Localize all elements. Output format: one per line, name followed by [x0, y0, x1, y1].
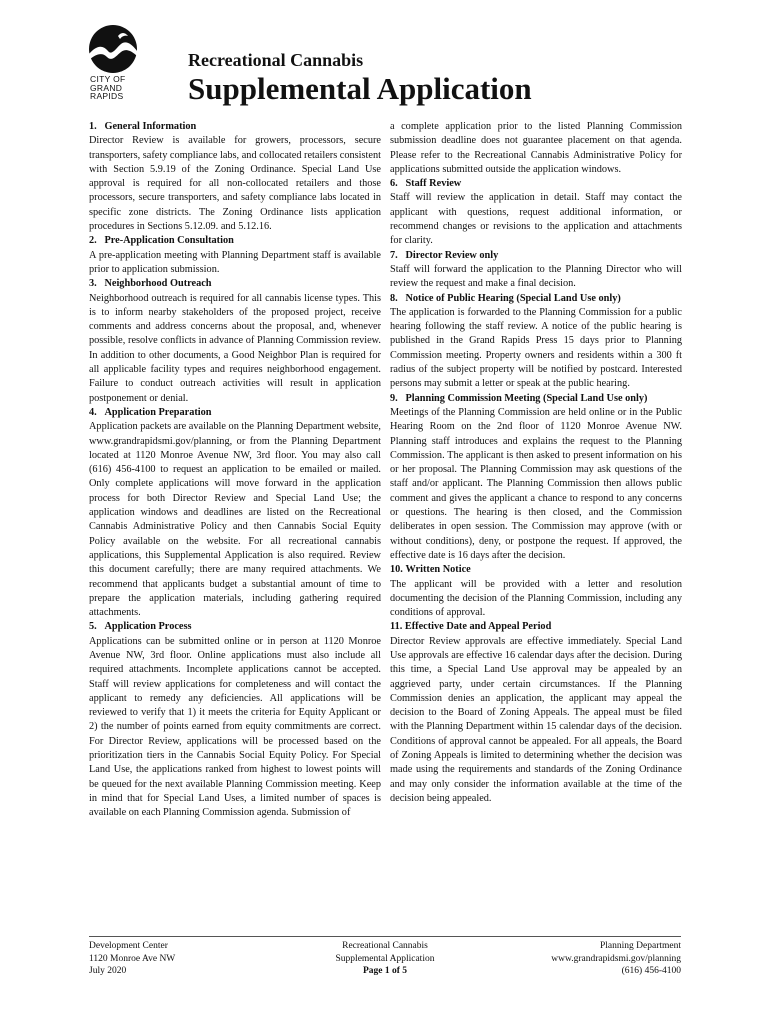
footer-address: 1120 Monroe Ave NW	[89, 953, 176, 964]
section-heading: 1. General Information	[89, 121, 197, 132]
section-heading: 11. Effective Date and Appeal Period	[390, 621, 552, 633]
document-subtitle: Recreational Cannabis	[188, 50, 364, 70]
section-heading: 2. Pre-Application Consultation	[89, 235, 234, 247]
section-application-preparation	[89, 406, 381, 620]
section-neighborhood-outreach	[89, 277, 381, 406]
footer-office: Development Center	[89, 941, 168, 951]
section-body: Meetings of the Planning Commission are held online or in the Public Hearing Room on the 2nd floor of 1120 Monroe Avenue NW. Planning staff introduces and explains the request to the Planning Commission. The applicant is then asked to present information on his or her proposal. The Planning Commission may ask questions of the staff and/or applicant. The Planning Commission then allows public comment and gives the applicant a chance to respond to any concerns or questions. The hearing is then closed, and the Commission deliberates in open session. The Commission may approve (with or without conditions), deny, or postpone the request. If approved, the effective date is 16 days after the decision.	[390, 406, 682, 561]
document-header	[188, 50, 532, 106]
logo-text-line3: RAPIDS	[90, 91, 124, 101]
section-heading: 7. Director Review only	[390, 249, 499, 261]
left-column	[89, 120, 381, 821]
section-body: Neighborhood outreach is required for all cannabis license types. This is to inform nearby stakeholders of the proposed project, receive comments and address concerns about the proposal, and, whenever possible, resolve conflicts in advance of Planning Commission review. In addition to other documents, a Good Neighbor Plan is required for all applicable facility types and requires neighborhood engagement. Failure to conduct outreach activities will result in application postponement or denial.	[89, 292, 381, 404]
city-of-grand-rapids-emblem-icon	[88, 24, 138, 74]
section-body: Applications can be submitted online or in person at 1120 Monroe Avenue NW, 3rd floor. Online applications must also include all required attachments. Incomplete applications cannot be accepted. Staff will review applications for completeness and will contact the applicant to remedy any deficiencies. All applications will be reviewed to verify that 1) it meets the criteria for Equity Applicant or 2) the number of points earned from equity commitments are correct. For Director Review, applications will be processed based on the prioritization tiers in the Cannabis Social Equity Policy. For Special Land Use, the applications ranked from highest to lowest points will be queued for the next available Planning Commission meeting. Keep in mind that for Special Land Uses, a limited number of spaces is available on each Planning Commission agenda. Submission of	[89, 635, 381, 819]
section-body: Staff will review the application in detail. Staff may contact the applicant with questions, request additional information, or recommend changes or revisions to the application and attachments for clarity.	[390, 192, 682, 247]
page-number: Page 1 of 5	[362, 966, 408, 976]
footer-left	[89, 940, 289, 978]
logo-text-line1: CITY OF	[90, 74, 126, 84]
section-director-review	[390, 249, 682, 292]
section-heading: 5. Application Process	[89, 621, 192, 633]
section-heading: 8. Notice of Public Hearing (Special Land Use only)	[390, 292, 621, 304]
right-column	[390, 120, 682, 806]
section-body: The applicant will be provided with a letter and resolution documenting the decision of the Planning Commission, including any conditions of approval.	[390, 578, 682, 619]
document-title: Supplemental Application	[188, 71, 532, 106]
section-body: Application packets are available on the Planning Department website, www.grandrapidsmi.gov/planning, or from the Planning Department located at 1120 Monroe Avenue NW, 3rd floor. You may also call (616) 456-4100 to request an application to be emailed or mailed. Only complete applications will move forward in the application process for both Director Review and Special Land Use; the application windows and deadlines are listed on the Recreational Cannabis Administrative Policy and then Cannabis Social Equity Policy available on the website. For all recreational cannabis applications, this Supplemental Application is also required. Review this document carefully; there are many required attachments. We recommend that applicants budget a substantial amount of time to prepare the application materials, including gathering required attachments.	[89, 421, 381, 619]
footer-doc-title: Supplemental Application	[335, 953, 435, 964]
footer-department: Planning Department	[600, 941, 681, 951]
section-body: The application is forwarded to the Planning Commission for a public hearing following the staff review. A notice of the public hearing is published in the Grand Rapids Press 15 days prior to Planning Commission meeting. Property owners and residents within a 300 ft radius of the subject property will be notified by postcard. Interested persons may submit a letter or speak at the public hearing.	[390, 306, 682, 390]
section-staff-review	[390, 177, 682, 248]
section-pre-application-consultation	[89, 234, 381, 277]
section-body: Staff will forward the application to the Planning Director who will review the request and make a final decision.	[390, 263, 682, 290]
section-heading: 9. Planning Commission Meeting (Special Land Use only)	[390, 392, 648, 404]
section-body: A pre-application meeting with Planning Department staff is available prior to application submission.	[89, 249, 381, 275]
footer-website-link[interactable]: www.grandrapidsmi.gov/planning	[551, 953, 681, 964]
section-heading: 4. Application Preparation	[89, 406, 212, 418]
section-body: Director Review approvals are effective immediately. Special Land Use approvals are effective 16 calendar days after the decision. During this time, a Special Land Use approval may be appealed by an aggrieved party, under certain circumstances. If the Planning Commission denies an application, the applicant may appeal the decision to the Board of Zoning Appeals. The appeal must be filed with the Planning Department within 15 calendar days of the decision. Conditions of approval cannot be appealed. For all appeals, the Board of Zoning Appeals is limited to determining whether the decision was made using the requirements and standards of the Zoning Ordinance and may only consider the information available at the time of the decision being appealed.	[390, 635, 682, 804]
footer-divider	[89, 936, 681, 937]
section-planning-commission-meeting	[390, 392, 682, 564]
section-general-information	[89, 120, 381, 234]
section-body: Director Review is available for growers, processors, secure transporters, safety compliance labs, and collocated retailers consistent with Section 5.9.19 of the Zoning Ordinance. Special Land Use approval is required for all non-collocated retailers and those processors, secure transporters, and safety compliance labs located in specific zone districts. The Zoning Ordinance lists application procedures in Sections 5.12.09. and 5.12.16.	[89, 135, 381, 233]
section-effective-date-and-appeal-period	[390, 620, 682, 806]
footer-date: July 2020	[89, 966, 127, 976]
section-written-notice	[390, 563, 682, 620]
footer-center	[285, 940, 485, 978]
city-logo	[88, 24, 140, 101]
section-notice-of-public-hearing	[390, 292, 682, 392]
section-heading: 3. Neighborhood Outreach	[89, 278, 212, 290]
logo-text-line2: GRAND	[90, 82, 123, 93]
section-heading: 6. Staff Review	[390, 178, 462, 190]
footer-right	[481, 940, 681, 978]
section-body-continued: a complete application prior to the listed Planning Commission submission deadline does not guarantee placement on that agenda. Please refer to the Recreational Cannabis Administrative Policy for applications submitted outside the application windows.	[390, 121, 682, 175]
section-application-process	[89, 620, 381, 820]
footer-phone: (616) 456-4100	[621, 966, 681, 976]
footer-doc-subtitle: Recreational Cannabis	[342, 941, 428, 951]
section-heading: 10. Written Notice	[390, 564, 471, 576]
